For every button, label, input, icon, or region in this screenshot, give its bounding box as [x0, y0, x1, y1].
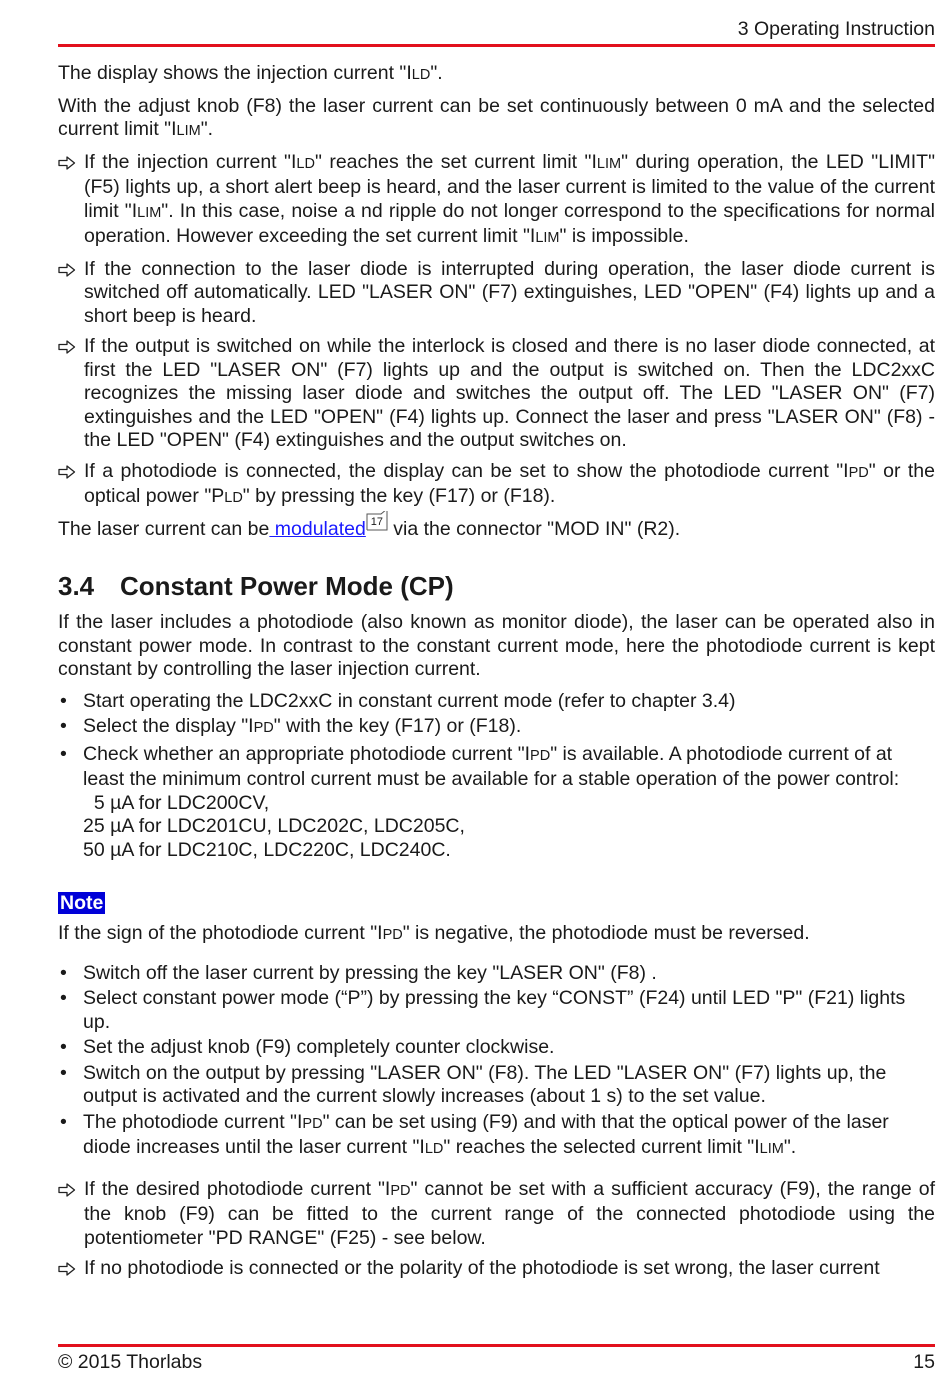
list-item: • Start operating the LDC2xxC in constant current mode (refer to chapter 3.4) — [60, 689, 736, 712]
modulated-link[interactable]: modulated — [269, 517, 366, 540]
arrow-right-icon — [58, 340, 76, 354]
paragraph-modulation: The laser current can be modulated 17 via the connector "MOD IN" (R2). — [58, 518, 935, 542]
min-current-line: 25 µA for LDC201CU, LDC202C, LDC205C, — [83, 815, 465, 837]
section-title: Constant Power Mode (CP) — [120, 571, 454, 601]
arrow-item-missing-diode: If the output is switched on while the interlock is closed and there is no laser diode connected, at first the LED "LASER ON" (F7) lights up and the output is switched on. Then the LDC2xxC recognizes the missing laser diode and switches the output off. The LED "LASER ON" (F7) extinguishes and the LED "OPEN" (F4) lights up. Connect the laser and press "LASER ON" (F8) - the LED "OPEN" (F4) extinguishes and the output switches on. — [58, 335, 935, 453]
list-item: • The photodiode current "IPD" can be set using (F9) and with that the optical power of the laser diode increases until the laser current "ILD" reaches the selected current limit "ILIM". — [60, 1110, 889, 1158]
footer-copyright: © 2015 Thorlabs — [58, 1351, 203, 1373]
list-item: • Set the adjust knob (F9) completely counter clockwise. — [60, 1036, 555, 1058]
operation-steps — [58, 962, 935, 1162]
arrow-right-icon — [58, 465, 76, 479]
arrow-item-no-photodiode: If no photodiode is connected or the polarity of the photodiode is set wrong, the laser current — [58, 1257, 935, 1281]
header-rule — [58, 44, 935, 47]
note-badge: Note — [60, 892, 104, 914]
min-current-line: 50 µA for LDC210C, LDC220C, LDC240C. — [83, 838, 451, 861]
section-heading — [58, 571, 935, 601]
footer-rule — [58, 1344, 935, 1347]
paragraph-constant-power-intro: If the laser includes a photodiode (also known as monitor diode), the laser can be operated also in constant power mode. In contrast to the constant current mode, here the photodiode current is kept constant by controlling the laser injection current. — [58, 611, 935, 680]
arrow-right-icon — [58, 1183, 76, 1197]
running-header: 3 Operating Instruction — [737, 18, 935, 40]
min-current-line: 5 µA for LDC200CV, — [83, 791, 270, 814]
manual-page — [58, 0, 935, 1379]
arrow-right-icon — [58, 1262, 76, 1276]
list-item: • Select constant power mode (“P”) by pressing the key “CONST” (F24) until LED "P" (F21) lights up. — [60, 987, 906, 1033]
paragraph-display-current: The display shows the injection current "ILD". — [58, 62, 443, 84]
page-number: 15 — [913, 1351, 935, 1373]
arrow-item-pd-range: If the desired photodiode current "IPD" cannot be set with a sufficient accuracy (F9), the range of the knob (F9) can be fitted to the current range of the connected photodiode using the potentiometer "PD RANGE" (F25) - see below. — [58, 1178, 935, 1251]
page-reference-icon[interactable]: 17 — [366, 511, 388, 531]
arrow-item-current-limit: If the injection current "ILD" reaches the set current limit "ILIM" during operation, the LED "LIMIT" (F5) lights up, a short alert beep is heard, and the laser current is limited to the value of the current limit "ILIM". In this case, noise a nd ripple do not longer correspond to the specifications for normal operation. However exceeding the set current limit "ILIM" is impossible. — [58, 151, 935, 251]
note-text: If the sign of the photodiode current "IPD" is negative, the photodiode must be reversed. — [58, 922, 810, 944]
list-item: • Check whether an appropriate photodiode current "IPD" is available. A photodiode current of at least the minimum control current must be available for a stable operation of the power control: 5 µA for LDC200CV, 25 µA for LDC201CU, LDC202C, LDC205C, 50 µA for LDC210C, LDC220C, LDC240C. — [58, 743, 935, 863]
arrow-right-icon — [58, 263, 76, 277]
paragraph-adjust-knob: With the adjust knob (F8) the laser current can be set continuously between 0 mA and the selected current limit "ILIM". — [58, 94, 935, 140]
list-item: • Select the display "IPD" with the key (F17) or (F18). — [60, 715, 522, 737]
list-item: • Switch off the laser current by pressing the key "LASER ON" (F8) . — [60, 961, 657, 984]
list-item: • Switch on the output by pressing "LASER ON" (F8). The LED "LASER ON" (F7) lights up, the output is activated and the current slowly increases (about 1 s) to the set value. — [60, 1061, 887, 1107]
arrow-right-icon — [58, 156, 76, 170]
arrow-item-photodiode-display: If a photodiode is connected, the display can be set to show the photodiode current "IPD" or the optical power "PLD" by pressing the key (F17) or (F18). — [58, 460, 935, 511]
arrow-item-connection-interrupted: If the connection to the laser diode is interrupted during operation, the laser diode current is switched off automatically. LED "LASER ON" (F7) extinguishes, LED "OPEN" (F4) lights up and a short beep is heard. — [58, 258, 935, 329]
section-number: 3.4 — [58, 571, 95, 601]
page-content — [58, 62, 935, 1288]
setup-checklist — [58, 690, 935, 863]
